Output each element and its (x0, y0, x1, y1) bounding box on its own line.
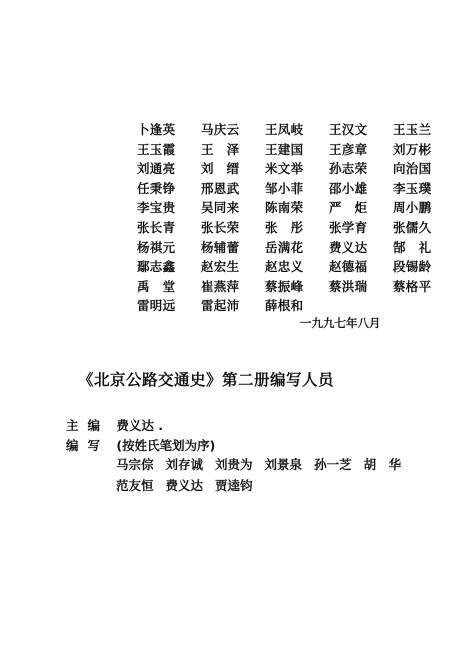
staff-name: 李宝贵 (137, 200, 176, 216)
staff-name: 吴同来 (201, 200, 240, 216)
staff-name: 马庆云 (201, 122, 240, 137)
staff-name: 王玉霞 (137, 141, 176, 157)
staff-name: 鄢志鑫 (137, 259, 176, 275)
writers-list (116, 454, 413, 496)
staff-name: 岳满花 (265, 239, 304, 255)
staff-name: 蔡振峰 (265, 278, 304, 294)
staff-name: 杨辅蕾 (201, 239, 240, 255)
staff-name: 张长荣 (201, 219, 240, 235)
writers-line-2 (116, 475, 413, 496)
staff-name: 严 炬 (329, 200, 368, 216)
writer-name: 胡 华 (363, 457, 402, 472)
staff-name: 任秉铮 (137, 180, 176, 196)
section-title: 《北京公路交通史》第二册编写人员 (78, 371, 335, 389)
staff-name: 王 泽 (201, 141, 240, 157)
staff-name: 崔燕萍 (201, 278, 240, 294)
writer-name: 刘贵为 (215, 457, 253, 472)
staff-name: 陈南荣 (265, 200, 304, 216)
staff-name: 刘通亮 (137, 161, 176, 177)
staff-name: 王凤岐 (265, 122, 304, 137)
staff-name: 薛根和 (265, 298, 304, 314)
writer-name: 马宗倧 (116, 457, 154, 472)
staff-name: 李玉璞 (393, 180, 432, 196)
writer-name: 刘存诚 (165, 457, 204, 472)
staff-name-list (137, 120, 445, 316)
staff-name: 张长青 (137, 219, 176, 235)
writer-name: 贾逵钧 (215, 478, 253, 493)
staff-name: 张 彤 (265, 219, 304, 235)
staff-name: 王彦章 (329, 141, 368, 157)
staff-name: 刘 缙 (201, 161, 240, 177)
writers-row (66, 436, 215, 454)
staff-name: 邢恩武 (201, 180, 240, 196)
staff-name: 蔡格平 (393, 278, 432, 294)
staff-name: 王建国 (265, 141, 304, 157)
writers-label: 编写 (66, 438, 110, 453)
staff-name: 雷明远 (137, 298, 176, 314)
staff-name: 卜逢英 (137, 122, 176, 137)
staff-name: 王汉文 (329, 122, 368, 137)
staff-name: 禹 堂 (137, 278, 176, 294)
chief-editor-row (66, 416, 163, 434)
staff-name: 郜 礼 (393, 239, 432, 255)
staff-name: 周小鹏 (393, 200, 432, 216)
staff-name: 邵小雄 (329, 180, 368, 196)
staff-name: 杨祺元 (137, 239, 176, 255)
staff-name: 孙志荣 (329, 161, 368, 177)
staff-name: 张学育 (329, 219, 368, 235)
staff-name: 赵德福 (329, 259, 368, 275)
staff-name: 王玉兰 (393, 122, 432, 137)
staff-name: 蔡洪瑞 (329, 278, 368, 294)
chief-editor-label: 主编 (66, 418, 110, 433)
staff-name: 邹小菲 (265, 180, 304, 196)
staff-name: 向治国 (393, 161, 432, 177)
writer-name: 孙一芝 (314, 457, 352, 472)
staff-name: 米文举 (265, 161, 304, 177)
publication-date: 一九九七年八月 (300, 316, 381, 330)
chief-editor-name: 费义达 . (116, 418, 163, 433)
staff-name: 赵宏生 (201, 259, 240, 275)
staff-name: 赵忠义 (265, 259, 304, 275)
staff-name: 张儒久 (393, 219, 432, 235)
writer-name: 范友恒 (116, 478, 154, 493)
staff-name: 刘万彬 (393, 141, 432, 157)
writer-name: 刘景泉 (264, 457, 303, 472)
writers-line-1 (116, 454, 413, 475)
staff-name: 雷起沛 (201, 298, 240, 314)
staff-name: 费义达 (329, 239, 368, 255)
writer-name: 费义达 (165, 478, 204, 493)
writers-note: (按姓氏笔划为序) (116, 438, 216, 453)
staff-name: 段锡龄 (393, 259, 432, 275)
